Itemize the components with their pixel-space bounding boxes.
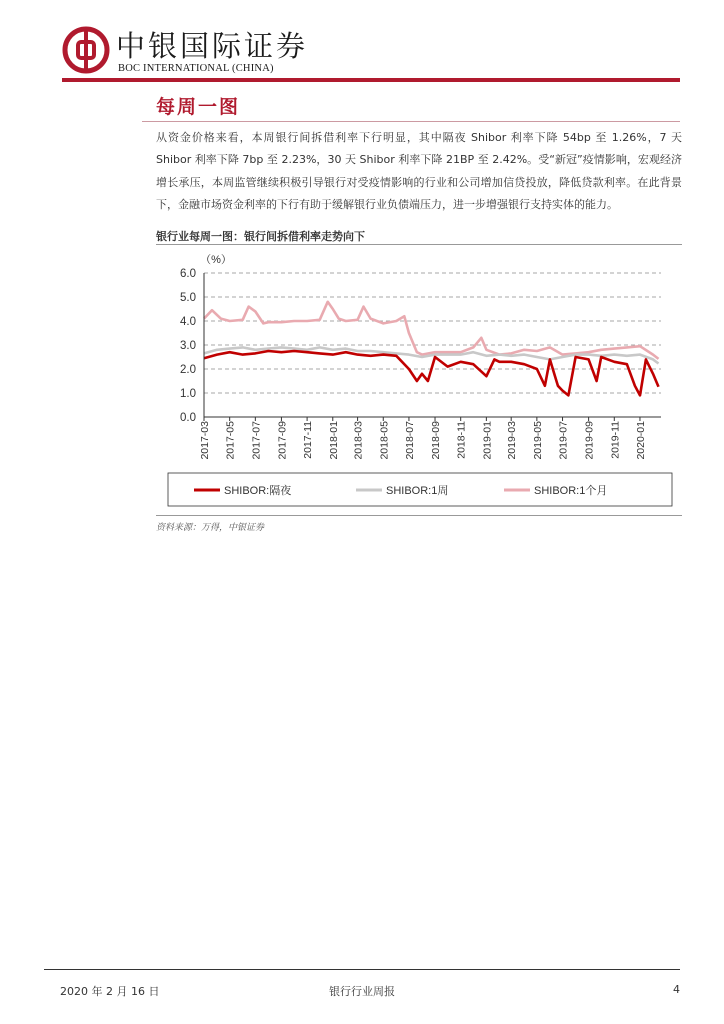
legend-label: SHIBOR:1周 — [386, 485, 449, 497]
company-name-cn: 中银国际证券 — [116, 29, 309, 63]
section-title-divider — [142, 121, 680, 122]
x-tick-label: 2019-01 — [481, 421, 494, 460]
footer-date: 2020 年 2 月 16 日 — [60, 985, 160, 998]
chart-legend — [168, 473, 672, 506]
y-tick-label: 4.0 — [180, 316, 196, 328]
x-tick-label: 2018-11 — [455, 421, 468, 459]
y-tick-label: 5.0 — [180, 292, 196, 304]
x-tick-label: 2018-03 — [352, 421, 365, 460]
x-tick-label: 2019-03 — [506, 421, 519, 460]
y-tick-label: 1.0 — [180, 388, 196, 400]
figure-source: 资料来源：万得，中银证券 — [156, 523, 265, 533]
x-tick-label: 2018-07 — [403, 421, 416, 460]
footer-divider — [44, 969, 680, 970]
shibor-line-chart — [156, 244, 682, 516]
section-title: 每周一图 — [156, 96, 241, 118]
figure-title: 银行业每周一图：银行间拆借利率走势向下 — [156, 230, 365, 243]
x-tick-label: 2019-07 — [557, 421, 570, 460]
y-tick-label: 6.0 — [180, 268, 196, 280]
x-tick-label: 2019-05 — [531, 421, 544, 460]
x-tick-label: 2018-01 — [327, 421, 340, 460]
y-tick-label: 0.0 — [180, 412, 196, 424]
x-tick-label: 2017-09 — [276, 421, 289, 460]
company-name-en: BOC INTERNATIONAL (CHINA) — [118, 63, 274, 74]
x-tick-label: 2019-11 — [609, 421, 622, 459]
legend-label: SHIBOR:隔夜 — [224, 485, 292, 497]
figure-bottom-rule — [156, 515, 682, 516]
x-tick-label: 2017-07 — [250, 421, 263, 460]
footer-report-name: 银行行业周报 — [329, 985, 395, 998]
y-axis-unit-label: （%） — [200, 254, 232, 266]
x-tick-label: 2018-09 — [430, 421, 443, 460]
header-divider — [62, 78, 680, 82]
summary-paragraph: 从资金价格来看，本周银行间拆借利率下行明显，其中隔夜 Shibor 利率下降 54bp 至 1.26%，7 天 Shibor 利率下降 7bp 至 2.23%，30 天 Shibor 利率下降 21BP 至 2.42%。受“新冠”疫情影响，宏观经济增长承压，本周监管继续积极引导银行对受疫情影响的行业和公司增加信贷投放，降低贷款利率。在此背景下，金融市场资金利率的下行有助于缓解银行业负债端压力，进一步增强银行支持实体的能力。 — [156, 131, 682, 211]
x-tick-label: 2017-11 — [302, 421, 315, 459]
boc-logo-icon — [62, 26, 110, 74]
x-tick-label: 2019-09 — [583, 421, 596, 460]
series-line-0 — [204, 351, 659, 395]
x-tick-label: 2017-03 — [199, 421, 211, 460]
x-tick-label: 2020-01 — [634, 421, 647, 460]
y-tick-label: 3.0 — [180, 340, 196, 352]
legend-label: SHIBOR:1个月 — [534, 485, 608, 497]
y-tick-label: 2.0 — [180, 364, 196, 376]
x-tick-label: 2018-05 — [378, 421, 391, 460]
x-tick-label: 2017-05 — [224, 421, 237, 460]
page-number: 4 — [673, 983, 680, 996]
